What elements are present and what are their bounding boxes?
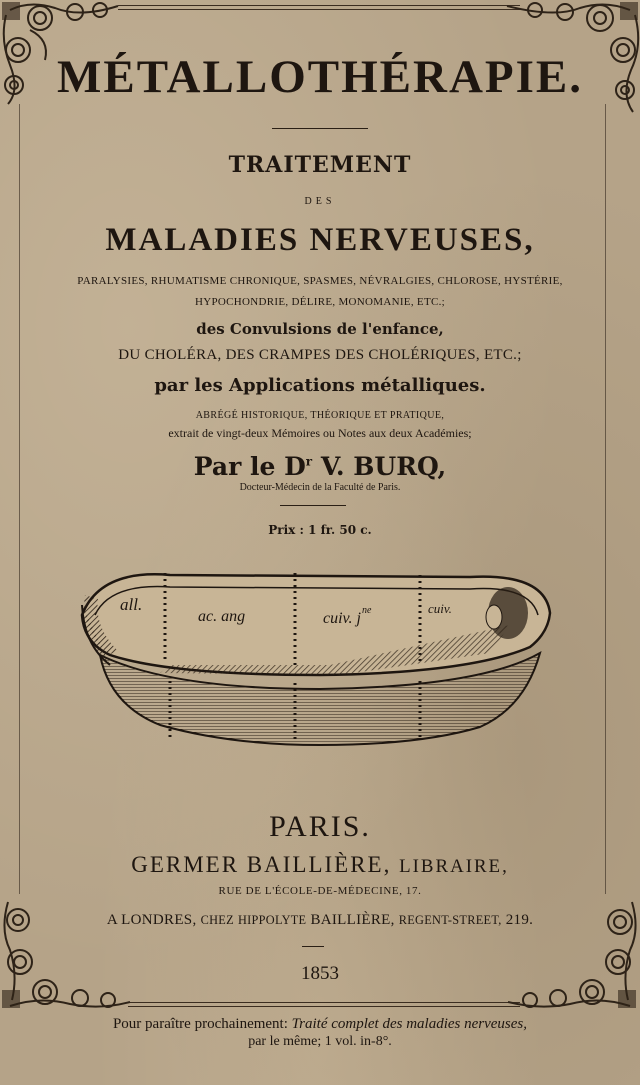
text-des: DES	[304, 196, 336, 207]
imprint-city: PARIS.	[269, 810, 371, 843]
publisher-line	[0, 852, 640, 878]
label-all: all.	[120, 595, 143, 614]
frame-top-rule-inner	[118, 9, 520, 10]
forthcoming-line	[0, 1016, 640, 1033]
extrait-line: extrait de vingt-deux Mémoires ou Notes aux deux Académies;	[168, 426, 472, 440]
divider-rule-3	[302, 946, 324, 947]
author-prefix: Par le D	[193, 452, 306, 481]
label-cuiv-j-sup: ne	[362, 605, 372, 616]
author-name: V. BURQ,	[320, 452, 447, 481]
publication-year: 1853	[301, 963, 339, 984]
london-chez: CHEZ	[200, 913, 234, 927]
subtitle-traitement: TRAITEMENT	[228, 152, 412, 178]
conditions-line-2: HYPOCHONDRIE, DÉLIRE, MONOMANIE, ETC.;	[194, 296, 446, 308]
publisher-name: GERMER BAILLIÈRE,	[131, 852, 392, 877]
london-number: 219.	[505, 912, 534, 928]
price: Prix : 1 fr. 50 c.	[268, 523, 372, 537]
cholera-line: DU CHOLÉRA, DES CRAMPES DES CHOLÉRIQUES, ETC.;	[118, 347, 522, 363]
london-street: REGENT-STREET,	[398, 913, 502, 927]
divider-rule-2	[280, 505, 346, 506]
convulsions-line: des Convulsions de l'enfance,	[196, 320, 444, 338]
bathtub-illustration	[0, 555, 640, 775]
author-credential: Docteur-Médecin de la Faculté de Paris.	[239, 482, 401, 493]
tub-body	[82, 573, 550, 745]
author-sup: r	[305, 454, 313, 469]
applications-line: par les Applications métalliques.	[154, 375, 486, 396]
london-hippolyte: HIPPOLYTE	[237, 913, 307, 927]
frame-bottom-rule-inner	[128, 1006, 520, 1007]
abrege-line: ABRÉGÉ HISTORIQUE, THÉORIQUE ET PRATIQUE,	[195, 410, 445, 421]
label-ac-ang: ac. ang	[198, 608, 246, 625]
frame-bottom-rule	[128, 1002, 520, 1003]
conditions-line-1: PARALYSIES, RHUMATISME CHRONIQUE, SPASMES, NÉVRALGIES, CHLOROSE, HYSTÉRIE,	[77, 275, 563, 287]
page-title: MÉTALLOTHÉRAPIE.	[56, 51, 583, 103]
publisher-address: RUE DE L'ÉCOLE-DE-MÉDECINE, 17.	[218, 885, 422, 897]
london-name: BAILLIÈRE,	[310, 912, 395, 928]
publisher-role: LIBRAIRE,	[399, 856, 509, 877]
forthcoming-title: Traité complet des maladies nerveuses,	[291, 1016, 528, 1032]
label-cuiv: cuiv.	[428, 601, 452, 616]
london-a: A LONDRES,	[106, 912, 197, 928]
forthcoming-prefix: Pour paraître prochainement:	[112, 1016, 288, 1032]
heading-maladies: MALADIES NERVEUSES,	[105, 222, 535, 258]
london-line	[0, 912, 640, 929]
author-line	[0, 452, 640, 481]
label-cuiv-j: cuiv. j	[323, 610, 361, 627]
divider-rule	[272, 128, 368, 129]
forthcoming-detail: par le même; 1 vol. in-8°.	[248, 1034, 392, 1049]
frame-top-rule	[118, 5, 520, 6]
